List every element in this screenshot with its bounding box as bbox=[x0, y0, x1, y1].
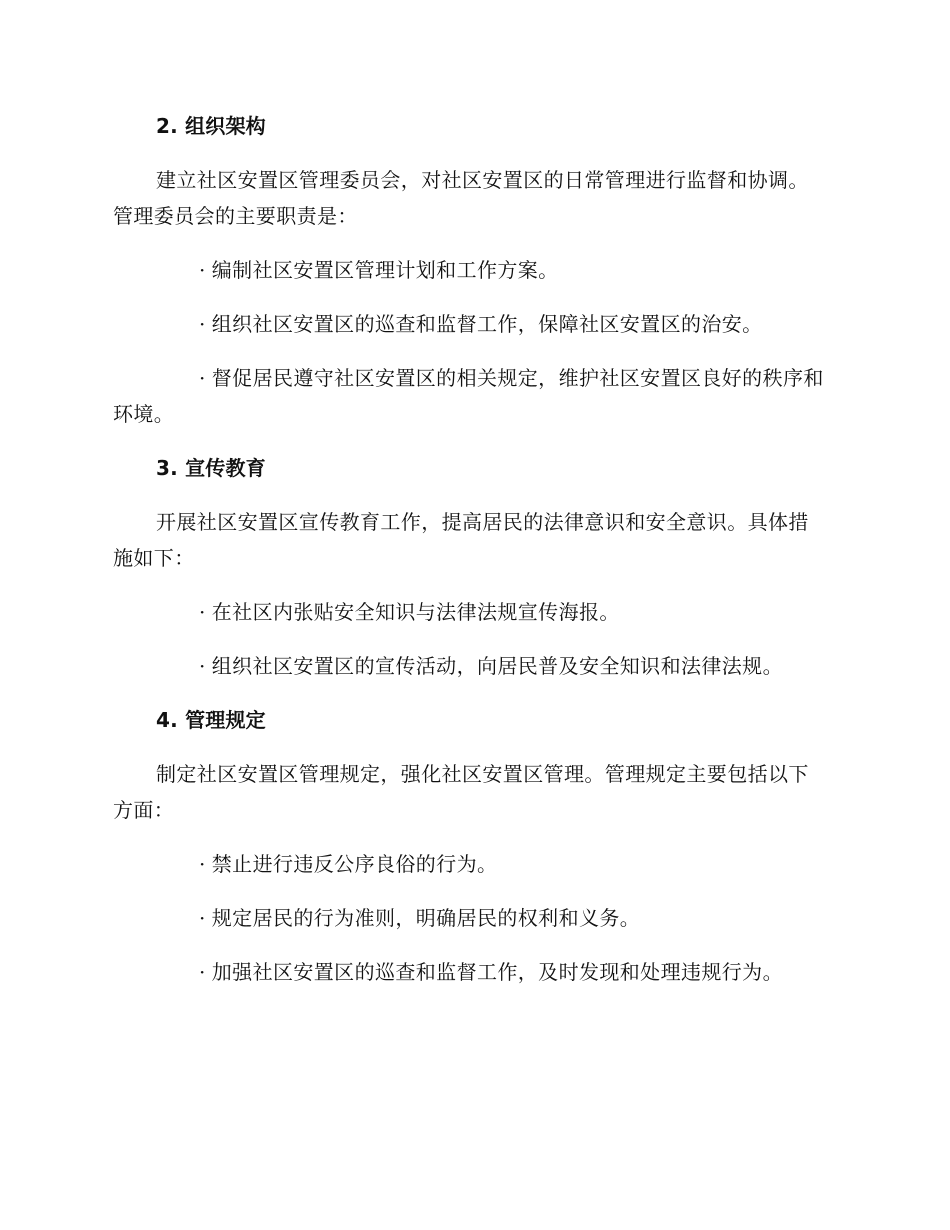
bullet-item bbox=[113, 594, 825, 630]
bullet-dot: · bbox=[199, 600, 206, 624]
bullet-text: 加强社区安置区的巡查和监督工作，及时发现和处理违规行为。 bbox=[211, 960, 783, 984]
bullet-item bbox=[113, 306, 825, 342]
bullet-text: 编制社区安置区管理计划和工作方案。 bbox=[211, 258, 559, 282]
section-intro-organization: 建立社区安置区管理委员会，对社区安置区的日常管理进行监督和协调。管理委员会的主要职责是： bbox=[113, 168, 809, 228]
bullet-dot: · bbox=[199, 906, 206, 930]
bullet-item bbox=[113, 846, 825, 882]
bullet-dot: · bbox=[199, 366, 206, 390]
bullet-text: 在社区内张贴安全知识与法律法规宣传海报。 bbox=[211, 600, 620, 624]
bullet-dot: · bbox=[199, 852, 206, 876]
section-heading-organization: 2. 组织架构 bbox=[156, 114, 266, 138]
bullet-text: 组织社区安置区的宣传活动，向居民普及安全知识和法律法规。 bbox=[211, 654, 783, 678]
bullet-dot: · bbox=[199, 960, 206, 984]
section-heading-regulations: 4. 管理规定 bbox=[156, 708, 266, 732]
bullet-item bbox=[113, 360, 825, 432]
bullet-text: 组织社区安置区的巡查和监督工作，保障社区安置区的治安。 bbox=[211, 312, 763, 336]
bullet-text: 规定居民的行为准则，明确居民的权利和义务。 bbox=[211, 906, 641, 930]
bullet-dot: · bbox=[199, 258, 206, 282]
bullet-dot: · bbox=[199, 654, 206, 678]
bullet-item bbox=[113, 900, 825, 936]
bullet-dot: · bbox=[199, 312, 206, 336]
bullet-text: 禁止进行违反公序良俗的行为。 bbox=[211, 852, 498, 876]
bullet-text: 督促居民遵守社区安置区的相关规定，维护社区安置区良好的秩序和环境。 bbox=[113, 366, 824, 426]
section-heading-publicity: 3. 宣传教育 bbox=[156, 456, 266, 480]
section-intro-publicity: 开展社区安置区宣传教育工作，提高居民的法律意识和安全意识。具体措施如下： bbox=[113, 510, 809, 570]
document-page bbox=[113, 108, 825, 1008]
bullet-item bbox=[113, 954, 825, 990]
bullet-item bbox=[113, 648, 825, 684]
section-intro-regulations: 制定社区安置区管理规定，强化社区安置区管理。管理规定主要包括以下方面： bbox=[113, 762, 809, 822]
bullet-item bbox=[113, 252, 825, 288]
